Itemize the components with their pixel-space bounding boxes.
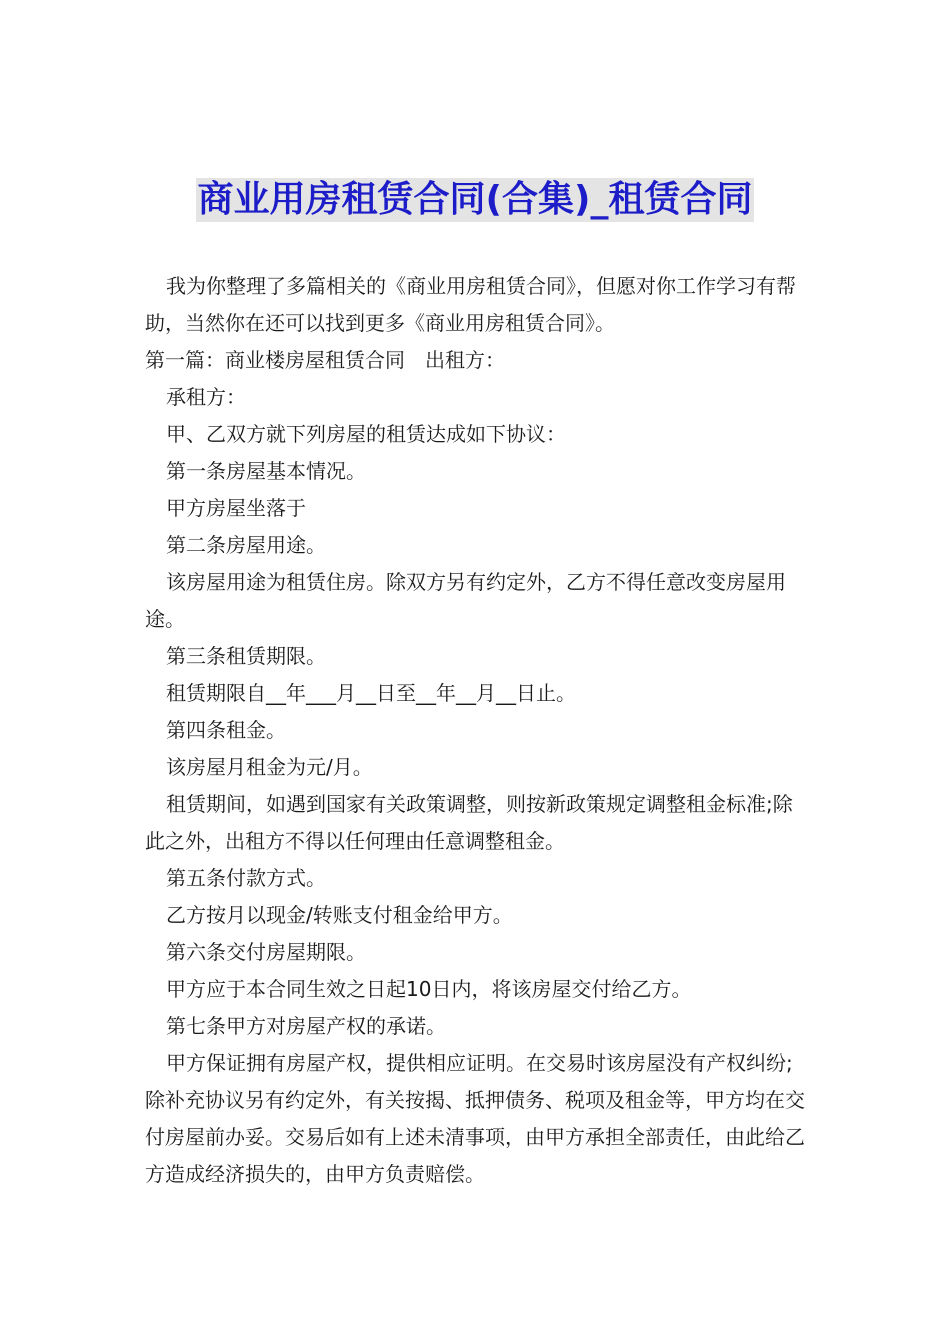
paragraph: 承租方： bbox=[166, 385, 246, 409]
paragraph: 该房屋用途为租赁住房。除双方另有约定外，乙方不得任意改变房屋用途。 bbox=[145, 570, 786, 631]
paragraph: 我为你整理了多篇相关的《商业用房租赁合同》，但愿对你工作学习有帮助，当然你在还可以找到更多《商业用房租赁合同》。 bbox=[145, 274, 796, 335]
paragraph: 租赁期间，如遇到国家有关政策调整，则按新政策规定调整租金标准;除此之外，出租方不得以任何理由任意调整租金。 bbox=[145, 792, 793, 853]
title-container bbox=[0, 178, 950, 222]
paragraph: 第三条租赁期限。 bbox=[166, 644, 326, 668]
paragraph: 第六条交付房屋期限。 bbox=[166, 940, 366, 964]
paragraph: 乙方按月以现金/转账支付租金给甲方。 bbox=[166, 903, 513, 927]
paragraph: 甲方应于本合同生效之日起10日内，将该房屋交付给乙方。 bbox=[166, 977, 692, 1001]
paragraph: 第二条房屋用途。 bbox=[166, 533, 326, 557]
paragraph: 甲方房屋坐落于 bbox=[166, 496, 306, 520]
paragraph: 租赁期限自__年___月__日至__年__月__日止。 bbox=[166, 681, 576, 705]
document-title: 商业用房租赁合同(合集)_租赁合同 bbox=[197, 179, 753, 220]
paragraph: 甲、乙双方就下列房屋的租赁达成如下协议： bbox=[166, 422, 566, 446]
paragraph: 第四条租金。 bbox=[166, 718, 286, 742]
document-body bbox=[145, 268, 810, 1193]
paragraph: 第一篇：商业楼房屋租赁合同 出租方： bbox=[145, 348, 505, 372]
paragraph: 第七条甲方对房屋产权的承诺。 bbox=[166, 1014, 446, 1038]
paragraph: 甲方保证拥有房屋产权，提供相应证明。在交易时该房屋没有产权纠纷;除补充协议另有约定外，有关按揭、抵押债务、税项及租金等，甲方均在交付房屋前办妥。交易后如有上述未清事项，由甲方承担全部责任，由此给乙方造成经济损失的，由甲方负责赔偿。 bbox=[145, 1051, 805, 1186]
paragraph: 第五条付款方式。 bbox=[166, 866, 326, 890]
paragraph: 第一条房屋基本情况。 bbox=[166, 459, 366, 483]
paragraph: 该房屋月租金为元/月。 bbox=[166, 755, 373, 779]
